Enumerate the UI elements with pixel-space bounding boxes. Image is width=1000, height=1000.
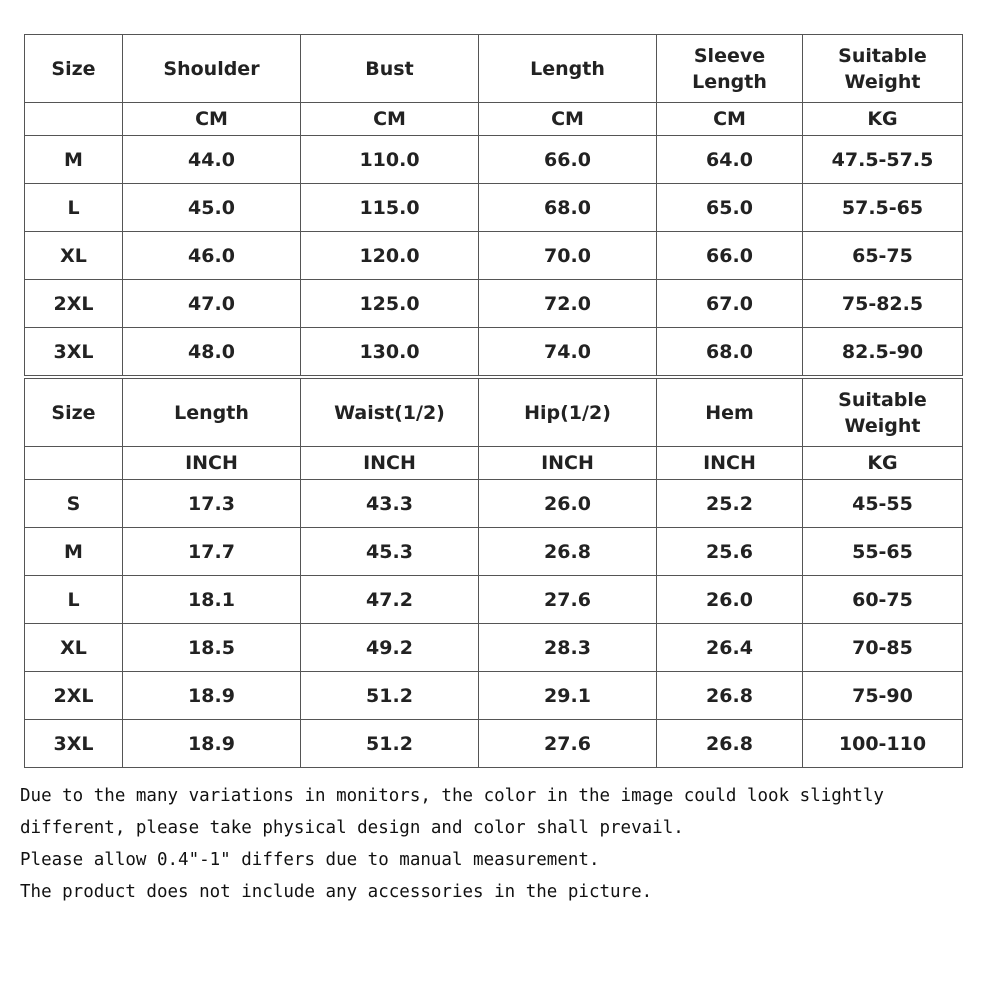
table-row-cell: 18.1 <box>123 576 301 624</box>
table-row-cell: 46.0 <box>123 232 301 280</box>
table-row-cell: 72.0 <box>479 280 657 328</box>
table-header-row-cell: Length <box>123 379 301 447</box>
table-header-row-cell: Size <box>25 379 123 447</box>
table-row <box>25 624 963 672</box>
table-unit-row-cell: INCH <box>123 447 301 480</box>
table-unit-row-cell: KG <box>803 447 963 480</box>
table-header-row-cell: Suitable Weight <box>803 35 963 103</box>
size-chart-inch-table <box>24 378 963 768</box>
table-row-cell: 27.6 <box>479 576 657 624</box>
table-row-cell: 43.3 <box>301 480 479 528</box>
table-header-row <box>25 379 963 447</box>
table-row-cell: 48.0 <box>123 328 301 376</box>
table-header-row-cell: Shoulder <box>123 35 301 103</box>
table-row-cell: 17.3 <box>123 480 301 528</box>
table-row-cell: 70.0 <box>479 232 657 280</box>
table-row-cell: 49.2 <box>301 624 479 672</box>
table-row-cell: 26.4 <box>657 624 803 672</box>
table-header-row-cell: Suitable Weight <box>803 379 963 447</box>
table-row-cell: 3XL <box>25 328 123 376</box>
table-row <box>25 720 963 768</box>
table-row-cell: 130.0 <box>301 328 479 376</box>
table-header-row-cell: Size <box>25 35 123 103</box>
table-row-cell: 110.0 <box>301 136 479 184</box>
table-row-cell: 115.0 <box>301 184 479 232</box>
table-row-cell: 75-82.5 <box>803 280 963 328</box>
table-row-cell: XL <box>25 232 123 280</box>
table-unit-row-cell <box>25 447 123 480</box>
table-row-cell: 65.0 <box>657 184 803 232</box>
table-row-cell: 68.0 <box>479 184 657 232</box>
table-row-cell: 26.8 <box>657 672 803 720</box>
table-row-cell: 55-65 <box>803 528 963 576</box>
table-row-cell: 18.5 <box>123 624 301 672</box>
table-row-cell: 65-75 <box>803 232 963 280</box>
table-row-cell: 18.9 <box>123 720 301 768</box>
table-row-cell: 29.1 <box>479 672 657 720</box>
table-unit-row-cell: CM <box>479 103 657 136</box>
table-row-cell: 66.0 <box>479 136 657 184</box>
table-header-row-cell: Hip(1/2) <box>479 379 657 447</box>
table-row <box>25 280 963 328</box>
size-chart-cm-table <box>24 34 963 376</box>
table-row-cell: 47.2 <box>301 576 479 624</box>
table-row-cell: 26.8 <box>657 720 803 768</box>
table-unit-row-cell: INCH <box>657 447 803 480</box>
table-row-cell: 2XL <box>25 672 123 720</box>
table-row-cell: 57.5-65 <box>803 184 963 232</box>
table-row-cell: 25.6 <box>657 528 803 576</box>
note-line: different, please take physical design and color shall prevail. <box>20 818 684 838</box>
table-unit-row-cell <box>25 103 123 136</box>
table-row-cell: M <box>25 528 123 576</box>
table-row-cell: M <box>25 136 123 184</box>
table-row-cell: 45.3 <box>301 528 479 576</box>
table-row-cell: S <box>25 480 123 528</box>
table-row <box>25 480 963 528</box>
table-row-cell: 67.0 <box>657 280 803 328</box>
table-header-row-cell: Sleeve Length <box>657 35 803 103</box>
table-row-cell: 44.0 <box>123 136 301 184</box>
table-row-cell: 75-90 <box>803 672 963 720</box>
note-line: The product does not include any accessories in the picture. <box>20 882 653 902</box>
table-row <box>25 576 963 624</box>
table-row-cell: 25.2 <box>657 480 803 528</box>
table-row-cell: 47.5-57.5 <box>803 136 963 184</box>
table-header-row <box>25 35 963 103</box>
table-unit-row-cell: CM <box>123 103 301 136</box>
table-row <box>25 184 963 232</box>
table-unit-row-cell: CM <box>657 103 803 136</box>
table-header-row-cell: Length <box>479 35 657 103</box>
table-row-cell: 17.7 <box>123 528 301 576</box>
table-row-cell: 18.9 <box>123 672 301 720</box>
table-row-cell: 100-110 <box>803 720 963 768</box>
table-row-cell: 60-75 <box>803 576 963 624</box>
table-row-cell: 26.0 <box>657 576 803 624</box>
table-row-cell: 3XL <box>25 720 123 768</box>
table-row-cell: L <box>25 576 123 624</box>
table-row <box>25 328 963 376</box>
table-row <box>25 136 963 184</box>
table-unit-row-cell: KG <box>803 103 963 136</box>
table-row-cell: 74.0 <box>479 328 657 376</box>
table-row-cell: 26.8 <box>479 528 657 576</box>
table-row <box>25 528 963 576</box>
table-row-cell: 64.0 <box>657 136 803 184</box>
table-row-cell: 47.0 <box>123 280 301 328</box>
table-unit-row <box>25 103 963 136</box>
table-row-cell: XL <box>25 624 123 672</box>
table-row-cell: 120.0 <box>301 232 479 280</box>
table-unit-row-cell: CM <box>301 103 479 136</box>
disclaimer-notes <box>20 780 980 908</box>
table-row-cell: 70-85 <box>803 624 963 672</box>
table-row-cell: 51.2 <box>301 672 479 720</box>
note-line: Due to the many variations in monitors, the color in the image could look slightly <box>20 786 884 806</box>
table-row-cell: 82.5-90 <box>803 328 963 376</box>
table-row <box>25 232 963 280</box>
table-row-cell: 2XL <box>25 280 123 328</box>
table-unit-row-cell: INCH <box>479 447 657 480</box>
table-row-cell: 68.0 <box>657 328 803 376</box>
table-unit-row-cell: INCH <box>301 447 479 480</box>
table-row-cell: 45-55 <box>803 480 963 528</box>
table-header-row-cell: Bust <box>301 35 479 103</box>
table-row-cell: 51.2 <box>301 720 479 768</box>
table-row-cell: 26.0 <box>479 480 657 528</box>
table-header-row-cell: Hem <box>657 379 803 447</box>
table-row <box>25 672 963 720</box>
table-row-cell: 125.0 <box>301 280 479 328</box>
table-unit-row <box>25 447 963 480</box>
table-row-cell: 28.3 <box>479 624 657 672</box>
table-row-cell: L <box>25 184 123 232</box>
table-row-cell: 66.0 <box>657 232 803 280</box>
table-row-cell: 27.6 <box>479 720 657 768</box>
note-line: Please allow 0.4"-1" differs due to manual measurement. <box>20 850 600 870</box>
table-row-cell: 45.0 <box>123 184 301 232</box>
table-header-row-cell: Waist(1/2) <box>301 379 479 447</box>
